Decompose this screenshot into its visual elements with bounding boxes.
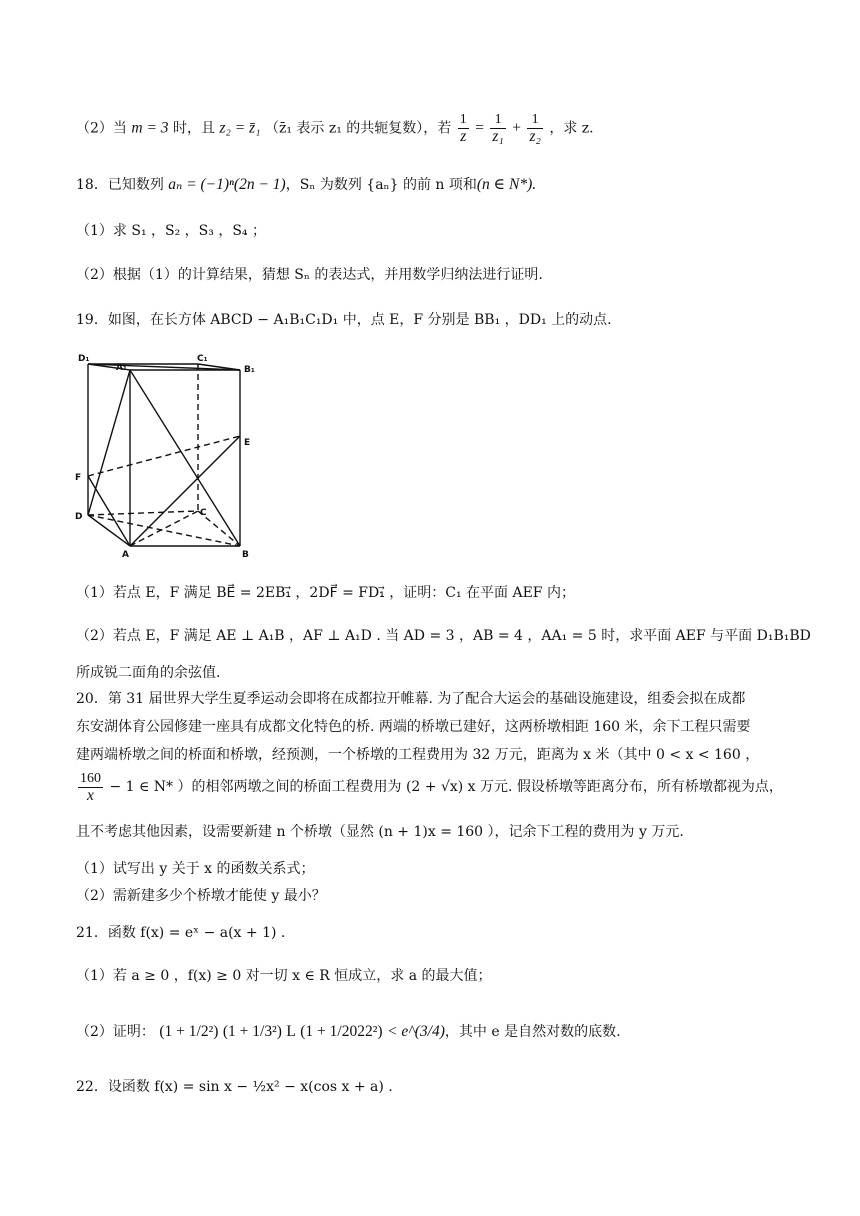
q21-rhs: < e^(3/4) [387, 1023, 445, 1040]
q21-part2 [76, 1014, 621, 1050]
q18-formula: aₙ = (−1)ⁿ(2n − 1) [168, 176, 286, 193]
q18-stem-mid: ，Sₙ 为数列 {aₙ} 的前 n 项和 [285, 177, 477, 193]
label-b: B [242, 550, 249, 560]
label-d1: D₁ [78, 354, 90, 364]
q17-cond2: z₂ = z̄₁ [219, 119, 261, 137]
label-a1: A₁ [116, 363, 127, 373]
q17-mid1: 时，且 [172, 120, 215, 137]
q17-paren: （z̄₁ 表示 z₁ 的共轭复数），若 [264, 120, 452, 137]
q20-part1: （1）试写出 y 关于 x 的函数关系式； [76, 861, 315, 877]
q19-part2-line2: 所成锐二面角的余弦值. [76, 665, 221, 681]
q17-part2-prefix: （2）当 [76, 120, 127, 137]
q21-stem: 21．函数 f(x) = eˣ − a(x + 1) . [76, 925, 286, 941]
seg-dc [88, 511, 198, 515]
q20-line4-rest: − 1 ∈ N* ）的相邻两墩之间的桥面工程费用为 (2 + √x) x 万元. 假设桥墩等距离分布，所有桥墩都视为点， [109, 779, 783, 795]
q18-stem [76, 176, 536, 194]
q21-part1: （1）若 a ≥ 0 ，f(x) ≥ 0 对一切 x ∈ R 恒成立，求 a 的最大值； [76, 968, 492, 984]
label-d: D [75, 512, 83, 522]
q20-line3: 建两端桥墩之间的桥面和桥墩，经预测，一个桥墩的工程费用为 32 万元，距离为 x 米（其中 0 < x < 160 ， [76, 747, 760, 763]
q20-line2: 东安湖体育公园修建一座具有成都文化特色的桥. 两端的桥墩已建好，这两桥墩相距 160 米，余下工程只需要 [76, 719, 751, 735]
label-e: E [244, 438, 251, 448]
q19-part1: （1）若点 E，F 满足 BE⃗ = 2EB₁⃗ ，2DF⃗ = FD₁⃗ ，证明：C₁ 在平面 AEF 内； [76, 585, 575, 601]
q21-factor3: (1 + 1/2022²) [300, 1023, 383, 1040]
label-b1: B₁ [244, 365, 255, 375]
q17-part2: （2）当 m = 3 时，且 z₂ = z̄₁ （z̄₁ 表示 z₁ 的共轭复数），若 $\frac{1}{z}$ = $\frac{1}{\text{z₁}}$ + $\frac{1}{\text{z₂}}$ ，求 z. [76, 112, 594, 145]
q21-part2-end: ，其中 e 是自然对数的底数. [444, 1024, 621, 1040]
q18-part2: （2）根据（1）的计算结果，猜想 Sₙ 的表达式，并用数学归纳法进行证明. [76, 267, 543, 283]
label-a: A [122, 550, 129, 560]
q20-line1: 20．第 31 届世界大学生夏季运动会即将在成都拉开帷幕. 为了配合大运会的基础设施建设，组委会拟在成都 [76, 691, 746, 707]
q21-dots: L [286, 1023, 296, 1040]
q17-frac3: $\frac{1}{\text{z₂}}$ [529, 112, 541, 145]
label-c: C [200, 508, 207, 518]
q20-part2: （2）需新建多少个桥墩才能使 y 最小？ [76, 888, 326, 904]
q17-frac2: $\frac{1}{\text{z₁}}$ [492, 112, 504, 145]
q22-stem: 22．设函数 f(x) = sin x − ½x² − x(cos x + a) . [76, 1079, 393, 1095]
q17-end: ，求 z. [549, 120, 594, 137]
q17-frac1: $\frac{1}{z}$ [459, 112, 467, 145]
seg-fe [88, 436, 240, 476]
label-c1: C₁ [197, 354, 208, 364]
q18-stem-end: (n ∈ N*). [476, 176, 537, 193]
q20-line5: 且不考虑其他因素，设需要新建 n 个桥墩（显然 (n + 1)x = 160 ），记余下工程的费用为 y 万元. [76, 824, 684, 840]
seg-ae [130, 436, 240, 546]
seg-db [88, 515, 240, 546]
label-f: F [75, 473, 82, 483]
q21-part2-prefix: （2）证明： [76, 1024, 155, 1040]
q17-cond1: m = 3 [131, 119, 169, 137]
q21-factor1: (1 + 1/2²) [159, 1023, 219, 1040]
q18-stem-prefix: 18．已知数列 [76, 177, 164, 193]
q19-part2-line1: （2）若点 E，F 满足 AE ⊥ A₁B ，AF ⊥ A₁D . 当 AD = 3 ，AB = 4 ，AA₁ = 5 时，求平面 AEF 与平面 D₁B₁BD [76, 628, 811, 644]
seg-a1d [88, 370, 130, 515]
seg-ac [130, 511, 198, 546]
q20-frac: $\frac{160}{x}$ [80, 770, 101, 804]
seg-a1b [130, 370, 240, 546]
q21-factor2: (1 + 1/3²) [222, 1023, 282, 1040]
q20-line4 [76, 770, 783, 804]
seg-af [88, 476, 130, 546]
q18-part1: （1）求 S₁ ，S₂ ，S₃ ，S₄ ； [76, 223, 266, 239]
q19-stem: 19．如图，在长方体 ABCD − A₁B₁C₁D₁ 中，点 E，F 分别是 BB₁ ，DD₁ 上的动点. [76, 312, 612, 328]
q19-figure [72, 350, 272, 562]
